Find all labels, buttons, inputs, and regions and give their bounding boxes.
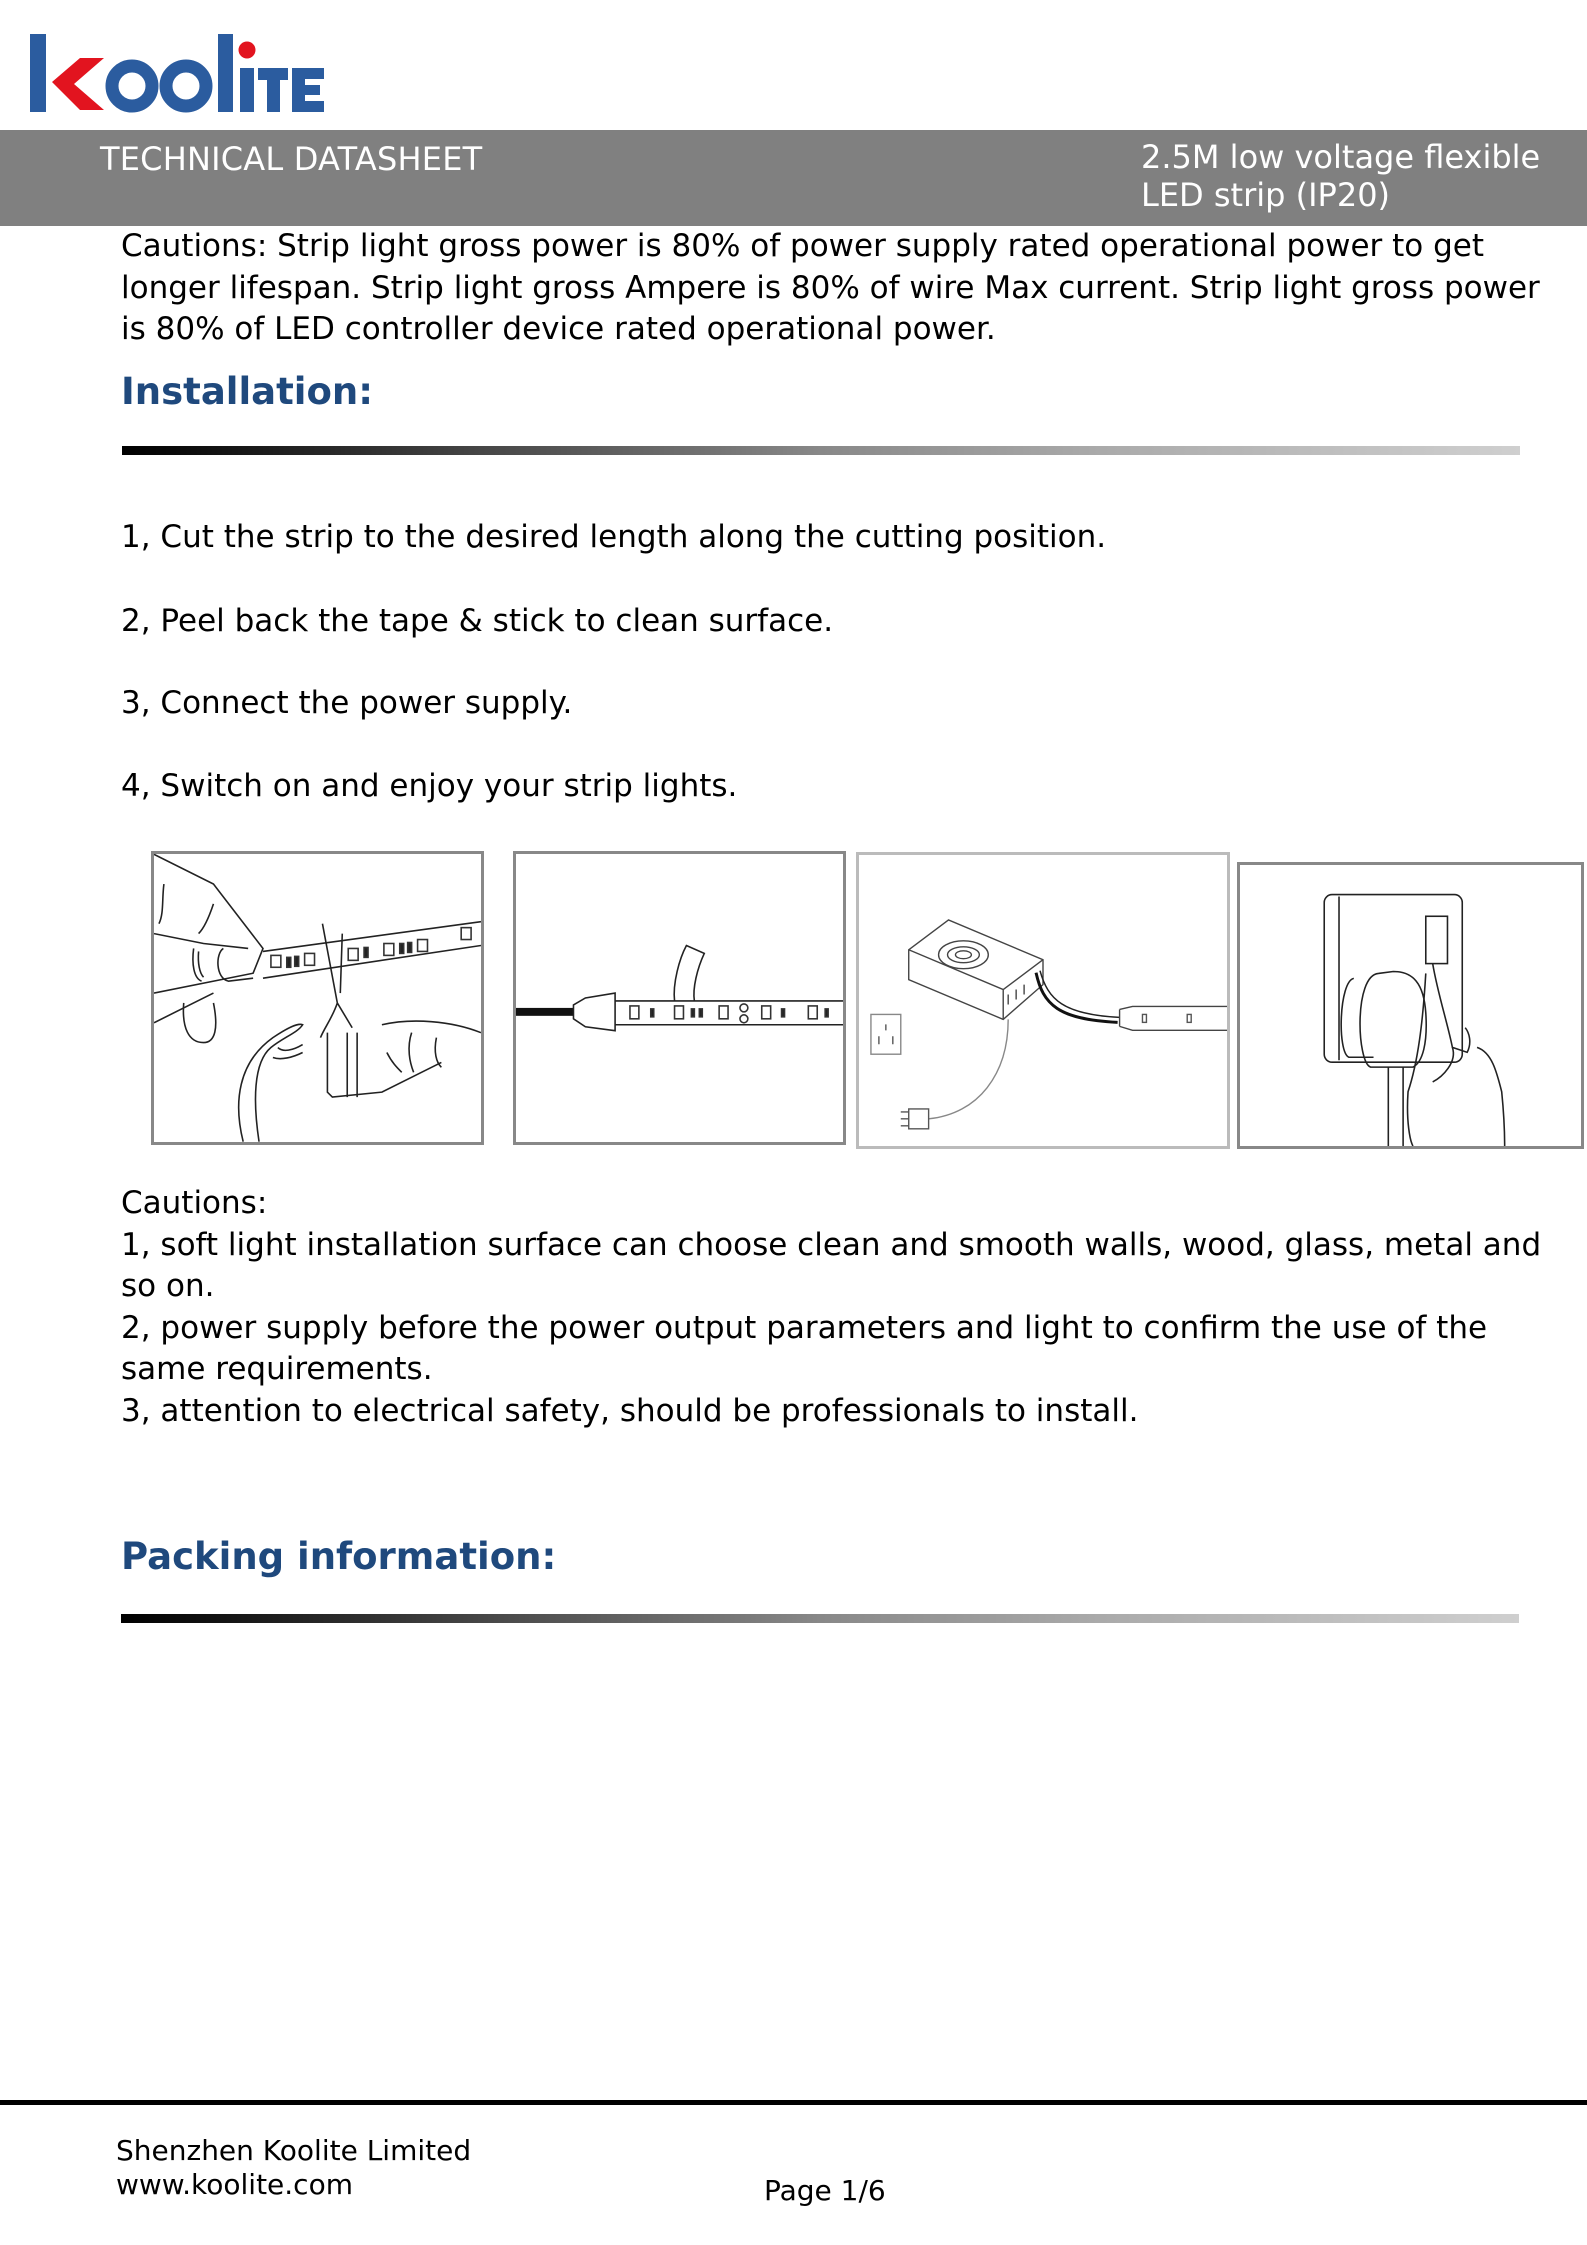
product-title-line-1: 2.5M low voltage flexible <box>1141 138 1541 176</box>
footer-website-link[interactable]: www.koolite.com <box>116 2168 353 2201</box>
caution-item: 1, soft light installation surface can choose clean and smooth walls, wood, glass, metal and so on. <box>121 1226 1542 1304</box>
wall-switch-hand-icon <box>1240 865 1581 1146</box>
illustration-peel-tape <box>513 851 846 1145</box>
scissors-cutting-strip-icon <box>154 854 481 1142</box>
illustration-connect-power <box>856 852 1230 1149</box>
koolite-logo <box>28 28 328 114</box>
page-number: Page 1/6 <box>764 2174 886 2207</box>
installation-step: 3, Connect the power supply. <box>121 685 573 721</box>
footer-divider <box>0 2100 1587 2105</box>
cautions-title: Cautions: <box>121 1185 268 1221</box>
footer-company-name: Shenzhen Koolite Limited <box>116 2134 472 2167</box>
caution-item: 2, power supply before the power output parameters and light to confirm the use of the same requirements. <box>121 1309 1488 1387</box>
packing-divider <box>121 1614 1519 1623</box>
koolite-logo-icon <box>28 28 328 114</box>
installation-step: 4, Switch on and enjoy your strip lights. <box>121 768 738 804</box>
cautions-block <box>121 1183 1561 1432</box>
product-title <box>1141 138 1540 214</box>
power-supply-icon <box>859 855 1227 1146</box>
doc-type-label: TECHNICAL DATASHEET <box>100 140 483 178</box>
illustration-switch-on <box>1237 862 1584 1149</box>
product-title-line-2: LED strip (IP20) <box>1141 176 1391 214</box>
installation-heading: Installation: <box>121 370 374 413</box>
installation-step: 1, Cut the strip to the desired length along the cutting position. <box>121 519 1107 555</box>
installation-step: 2, Peel back the tape & stick to clean surface. <box>121 603 834 639</box>
packing-heading: Packing information: <box>121 1535 557 1578</box>
caution-item: 3, attention to electrical safety, should be professionals to install. <box>121 1392 1139 1429</box>
peel-tape-strip-icon <box>516 854 843 1142</box>
footer-company-info <box>116 2134 471 2202</box>
intro-caution-paragraph: Cautions: Strip light gross power is 80% of power supply rated operational power to get longer lifespan. Strip light gross Ampere is 80% of wire Max current. Strip light gross power is 80% of LED controller device rated operational power. <box>121 228 1540 347</box>
installation-divider <box>122 446 1520 455</box>
illustration-cut-strip <box>151 851 484 1145</box>
